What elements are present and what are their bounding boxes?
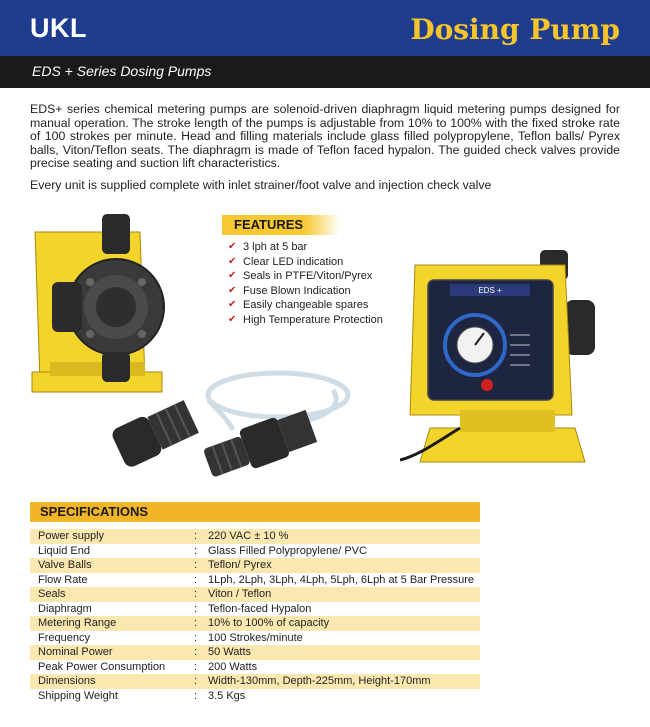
spec-label: Shipping Weight — [38, 689, 118, 702]
feature-item — [228, 240, 383, 255]
spec-label: Valve Balls — [38, 559, 92, 571]
spec-separator: : — [194, 559, 198, 571]
spec-label: Flow Rate — [38, 573, 88, 586]
spec-row — [30, 616, 480, 631]
spec-value: 100 Strokes/minute — [208, 631, 303, 644]
spec-value: Width-130mm, Depth-225mm, Height-170mm — [208, 675, 431, 687]
spec-value: 1Lph, 2Lph, 3Lph, 4Lph, 5Lph, 6Lph at 5 Bar Pressure — [208, 573, 475, 586]
spec-separator: : — [194, 660, 198, 673]
features-heading-bar — [222, 215, 340, 235]
brand-logo: UKL — [30, 13, 87, 43]
feature-text: Seals in PTFE/Viton/Pyrex — [243, 270, 373, 282]
spec-separator: : — [194, 602, 198, 615]
spec-separator: : — [194, 646, 198, 658]
spec-separator: : — [194, 689, 198, 702]
feature-item — [228, 269, 383, 284]
spec-row — [30, 631, 480, 646]
spec-value: 10% to 100% of capacity — [208, 617, 330, 629]
spec-row — [30, 602, 480, 617]
feature-item — [228, 298, 383, 313]
spec-value: 50 Watts — [208, 646, 251, 658]
feature-item — [228, 255, 383, 270]
feature-text: Fuse Blown Indication — [243, 284, 351, 297]
spec-value: Viton / Teflon — [208, 588, 272, 600]
checkmark-icon: ✔ — [228, 313, 237, 325]
feature-text: High Temperature Protection — [243, 313, 383, 326]
accessories-image — [108, 360, 358, 480]
spec-label: Metering Range — [38, 617, 117, 629]
features-heading: FEATURES — [234, 217, 304, 232]
spec-value: 200 Watts — [208, 660, 258, 673]
spec-label: Seals — [38, 588, 66, 600]
checkmark-icon: ✔ — [228, 270, 237, 281]
specifications-heading: SPECIFICATIONS — [40, 504, 149, 519]
specifications-table — [30, 529, 480, 703]
features-list — [228, 240, 383, 327]
spec-row — [30, 544, 480, 559]
spec-value: 220 VAC ± 10 % — [208, 530, 289, 542]
specifications-heading-bar — [30, 502, 480, 522]
feature-text: Clear LED indication — [243, 255, 344, 268]
supply-note: Every unit is supplied complete with inlet strainer/foot valve and injection check valve — [30, 178, 492, 192]
feature-item — [228, 313, 383, 328]
spec-row — [30, 529, 480, 544]
spec-label: Liquid End — [38, 544, 90, 557]
subtitle-bar — [0, 56, 650, 88]
spec-row — [30, 689, 480, 704]
spec-separator: : — [194, 675, 198, 687]
spec-row — [30, 573, 480, 588]
spec-value: 3.5 Kgs — [208, 689, 246, 702]
page-title: Dosing Pump — [410, 13, 620, 46]
spec-row — [30, 645, 480, 660]
feature-item — [228, 284, 383, 299]
intro-paragraph: EDS+ series chemical metering pumps are solenoid-driven diaphragm liquid metering pumps designed for manual operation. The stroke length of the pumps is adjustable from 10% to 100% with the fixed stroke rate of 100 strokes per minute. Head and filling materials include glass filled polypropylene, Teflon balls/ Pyrex balls, Viton/Teflon seats. The diaphragm is made of Teflon faced hypalon. The guided check valves provide precise seating and suction lift characteristics. — [30, 102, 620, 170]
spec-row — [30, 558, 480, 573]
page-subtitle: EDS + Series Dosing Pumps — [32, 63, 212, 79]
spec-separator: : — [194, 573, 198, 586]
spec-label: Frequency — [38, 631, 90, 644]
spec-value: Teflon-faced Hypalon — [208, 602, 312, 615]
spec-label: Dimensions — [38, 675, 96, 687]
spec-separator: : — [194, 544, 198, 557]
checkmark-icon: ✔ — [228, 299, 237, 310]
spec-row — [30, 587, 480, 602]
feature-text: Easily changeable spares — [243, 299, 369, 311]
checkmark-icon: ✔ — [228, 284, 237, 296]
spec-separator: : — [194, 588, 198, 600]
spec-separator: : — [194, 631, 198, 644]
spec-row — [30, 660, 480, 675]
spec-label: Diaphragm — [38, 602, 92, 615]
spec-value: Teflon/ Pyrex — [208, 559, 272, 571]
spec-separator: : — [194, 617, 198, 629]
spec-label: Peak Power Consumption — [38, 660, 166, 673]
pump-front-view-image — [400, 250, 610, 475]
power-led-icon — [481, 379, 493, 391]
spec-row — [30, 674, 480, 689]
checkmark-icon: ✔ — [228, 241, 237, 252]
pump-panel-label: EDS + — [478, 286, 502, 295]
spec-label: Nominal Power — [38, 646, 113, 658]
checkmark-icon: ✔ — [228, 255, 237, 267]
feature-text: 3 lph at 5 bar — [243, 241, 308, 253]
spec-label: Power supply — [38, 530, 105, 542]
page-header — [0, 0, 650, 56]
spec-value: Glass Filled Polypropylene/ PVC — [208, 544, 367, 557]
spec-separator: : — [194, 530, 198, 542]
